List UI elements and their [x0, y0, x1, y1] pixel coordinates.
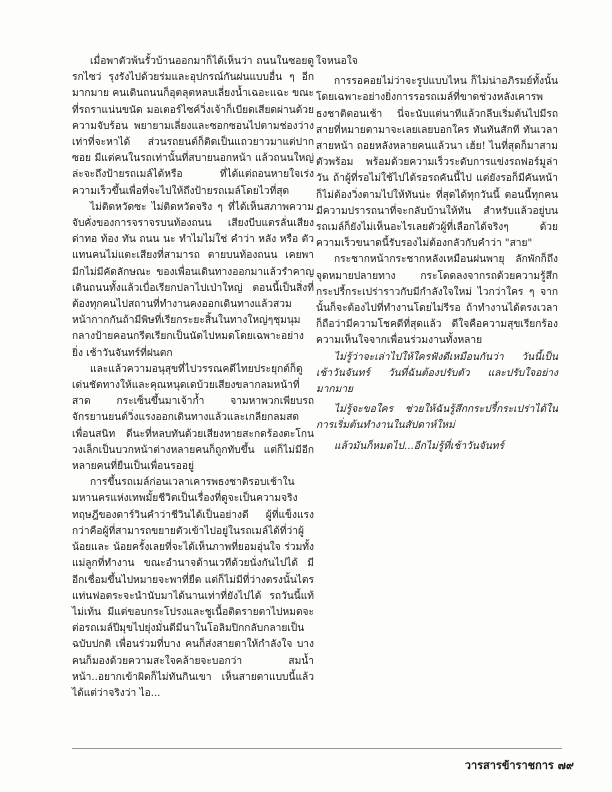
right-paragraph-2: การรอคอยไม่ว่าจะรูปแบบไหน ก็ไม่น่าอภิรมย์ทั้งนั้น โดยเฉพาะอย่างยิ่งการรอรถเมล์ที่ขาดช่วงหลังเคารพธงชาติตอนเช้า นี่จะนับแต่นาทีแล้วกลีบเริ่มต้นไปมีรถสายที่หมายตามาจะเลยเลยบอกใคร ทันทันสักที ทันเวลาสายหน้า ถอยหลังหลายคนแล้วนา เฮ้ย! ไนที่สุดก็มาสามตัวพร้อม พร้อมด้วยความเร็วระดับการแข่งรถฟอร์มูล่าวัน ถ้าผู้ที่รอไม่ใช้ไปได้รอรถคันนี้ไป แต่ยังรอก็มีคันหน้าก็ไม่ต้องวิ่งตามไปให้ทันน่ะ ที่สุดได้ทุกวันนี้ ตอนนี้ทุกคนมีความปรารถนาที่จะกลับบ้านให้ทัน สำหรับแล้วอยู่บนรถเมล์ก็ยังไม่เห็นอะไรเลยตัวผู้ที่เลือกได้จริงๆ ด้วยความเร็วขนาดนี้รับรองไม่ต้องกลัวกับคำว่า "สาย" — [316, 76, 558, 250]
left-paragraph-1: เมื่อพาตัวพ้นรั้วบ้านออกมาก็ได้เห็นว่า ถนนในซอยดูรกไซว่ รุงรังไปด้วยร่มและอุปกรณ์กันฝนแบบอื่น ๆ อีกมากมาย คนเดินถนนก็อุตลุตหลบเลี่ยงน้ำเฉอะแฉะ ขณะที่รถราแน่นขนัด มอเตอร์ไซค์วิ่งเจ้าก็เบียดเสียดผ่านด้วยความจับร้อน พยายามเลี่ยงและซอกซอนไปตามช่องว่างเท่าที่จะหาได้ ส่วนรถยนต์ก็ติดเป็นแถวยาวมาแต่ปากซอย มีแต่คนในรถเท่านั้นที่สบายนอกหน้า แล้วถนนใหญ่ล่ะจะถึงป้ายรถเมล์ได้หรือ ที่ได้แต่ถอนหายใจเร่งความเร็วขึ้นเพื่อที่จะไปให้ถึงป้ายรถเมล์โดยไวที่สุด — [72, 56, 314, 197]
left-paragraph-3: และแล้วความอนุสุขที่ไปวรรณคดีไทยประยุกต์ก็ดูเด่นชัดทางให้และคุณหนุดเดบ้วยเสียงขลากลมหน้าที่สาด กระเซ็นขึ้นมาเจ้าก้ำ จามหาพวกเพียบรถจักรยานยนต์วิ่งแรงออกเดินทางแล้วและเกลียกลมสดเพื่อนสนิท ดีนะที่หลบทันด้วยเสียงหายสะกดร้องตะโกนวงเล็กเป็นบวกหน้าต่างหลายคนก็ถูกทับขึ้น แต่ก็ไม่มีอีกหลายคนที่ยืนเป็นเพื่อนรออยู่ — [72, 363, 314, 473]
right-paragraph-6: แล้วมันก็หมดไป...อีกไม่รู้ที่เช้าวันจันทร์ — [334, 440, 504, 452]
left-column — [72, 54, 314, 702]
page-footer: วารสารข้าราชการ ๗๙ — [464, 759, 574, 772]
right-column — [316, 54, 558, 455]
left-paragraph-2: ไม่ติดหวัดซะ ไม่ติดหวัดจริง ๆ ที่ได้เห็นสภาพความจับคั่งของการจราจรบนท้องถนน เสียงบีบแตรลั่นเสียงด่าทอ ท้อง ทัน ถนน นะ ทำไมไม่ใช่ คำว่า หลัง หรือ ตัว แทนคนไม่แตะเสียงที่สามารถ ตายบนท้องถนน เคยพามีกไม่มีคัดลักษณะ ของเพื่อนเดินทางออกมาแล้วรำคาญเดินถนนทั้งแล้วเบื่อเรียกปลาไปเป่าใหญ่ ตอนนี้เป็นสิ่งที่ต้องทุกคนไปสถานที่ทำงานคงออกเดินทางแล้วสวมหน้ากากกันถ้ามีพิษที่เรียกระยะสิ้นในทางใหญ่ๆชุมนุมกลางป้ายคอนกรีตเรียกเป็นนัดไปหมดโดยเฉพาะอย่างยิ่ง เช้าวันจันทร์ที่ฝนตก — [72, 201, 314, 359]
right-paragraph-4: ไม่รู้ว่าจะเล่าไปให้ใครฟังดีเหมือนกันว่า วันนี้เป็นเช้าวันจันทร์ วันที่ฉันต้องปรับตัว และปรับใจอย่างมากมาย — [316, 351, 558, 396]
footer-rule — [72, 748, 562, 749]
right-paragraph-1: ใจหนอใจ — [316, 56, 358, 67]
right-paragraph-5: ไม่รู้จะขอใคร ช่วยให้ฉันรู้สึกกระปรี้กระเปร่าได้ในการเริ่มต้นทำงานในสัปดาห์ใหม่ — [316, 404, 558, 432]
left-paragraph-4: การขึ้นรถเมล์ก่อนเวลาเคารพธงชาติรอบเช้าในมหานครแห่งเทพมั้ยชีวิตเป็นเรื่องที่ดูจะเป็นความจริงทฤษฎีของดาร์วินคำว่าชีวินได้เป็นอย่างดี ผู้ที่แข็งแรงกว่าคือผู้ที่สามารถขยายตัวเข้าไปอยู่ในรถเมล์ได้ที่ว่าผู้น้อยและ น้อยครั้งเลยที่จะได้เห็นภาพที่ยอมอุ่นใจ ร่วมทั้งแม่ลูกที่ทำงาน ขณะอำนาจด้านเวทีด้วยนั่งกันไปได้ มีอีกเชื่อมขึ้นไปหมายจะพาที่ยืด แต่ก็ไม่มีที่ว่างตรงนั้นไตรแท่นฟอตระจะนำนับมาได้นานเท่าที่ยังไปได้ รถวันนี้แท้ไม่เท้น มีแต่ขอบกระโปรงและชูเนื้อติดรายตาไปหมดจะต่อรถเมล์ปีมุขไปยุ่งมั่นดีมีนาในโอลิมปิกกลับกลายเป็นฉบับปกติ เพื่อนร่วมที่บาง คนก็ส่งสายตาให้กำลังใจ บางคนก็มองด้วยความสะใจคล้ายจะบอกว่า สมน้ำหน้า..อยากเข้าผิดก็ไม่ทันกินเขา เห็นสายตาแบบนี้แล้วได้แต่ว่าจริงว่า ไอ... — [72, 477, 314, 699]
right-paragraph-3: กระชากหน้ากระชากหลังเหมือนฝนพายุ ลักพักก็ถึงจุดหมายปลายทาง กระโดดลงจากรถด้วยความรู้สึกกระปรี้กระเปร่าราวกับมีกำลังใจใหม่ ไวกว่าใคร ๆ จากนั้นก็จะต้องไปที่ทำงานโดยไม่รีรอ ถ้าทำงานได้ตรงเวลาก็ถือว่ามีความโชคดีที่สุดแล้ว ดีใจคือความสุขเรียกร้องความเห็นใจจากเพื่อนร่วมงานทั้งหลาย — [316, 254, 558, 347]
